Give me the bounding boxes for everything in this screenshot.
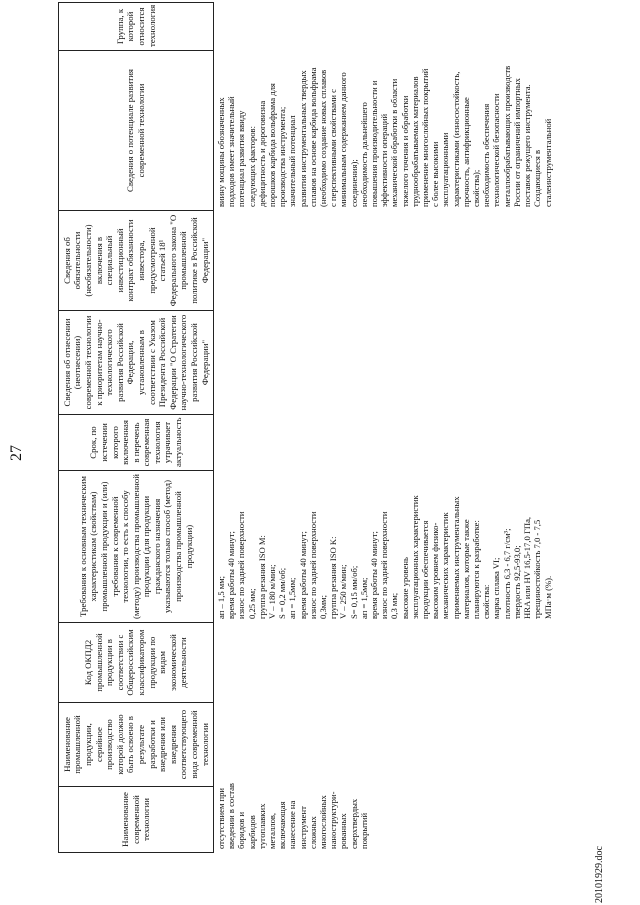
table-row	[214, 3, 587, 853]
header-okpd2-code: Код ОКПД2 промышленной продукции в соответствии с Общероссийским классификатором продукции по видам экономической деятельности	[59, 623, 214, 703]
text-line: повышения производительности и	[369, 80, 380, 207]
text-line: необходимость обеспечения	[481, 103, 492, 207]
text-line: России от ограничений импортных	[511, 78, 522, 207]
text-line: тяжелого точения и обработки	[399, 95, 410, 207]
text-line: время работы 40 минут;	[297, 531, 308, 619]
cell-product-name	[214, 703, 587, 787]
text-line: применяемых инструментальных	[450, 496, 461, 619]
text-line: плотность 6,3 - 6,7 г/см³;	[501, 528, 512, 619]
text-line: HRA или HV 16,5-17,0 ГПа,	[522, 516, 533, 619]
text-line: соединения);	[348, 159, 359, 207]
text-line: с более высокими	[430, 141, 441, 207]
text-line: значительный потенциал	[287, 115, 298, 207]
text-line: МПа·м (%).	[542, 575, 553, 619]
text-line: износ по задней поверхности	[236, 511, 247, 619]
text-line: сверхтвердых	[348, 798, 359, 849]
cell-relevance-term	[214, 415, 587, 471]
text-line: свойства:	[481, 584, 492, 619]
text-line: марка сплава VI;	[491, 557, 502, 619]
cell-priorities	[214, 311, 587, 415]
text-line: наноструктури-	[328, 791, 339, 849]
text-line: трещиностойкость 7,0 - 7,5	[532, 519, 543, 619]
text-line: V – 250 м/мин;	[338, 564, 349, 619]
text-line: высокие уровень	[399, 557, 410, 619]
text-line: с перспективными свойствами с	[328, 89, 339, 207]
text-line: механических характеристик	[440, 512, 451, 619]
text-line: износ по задней поверхности	[307, 511, 318, 619]
text-line: следующих факторов:	[246, 126, 257, 207]
text-line: тугоплавких	[256, 803, 267, 849]
text-line: механической обработки в области	[389, 78, 400, 207]
text-line: эксплуатационных характеристик	[409, 495, 420, 619]
header-development-potential: Сведения о потенциале развития современной технологии	[59, 51, 214, 211]
cell-technology-group	[214, 3, 587, 51]
text-line: виину мощины обозначенных	[216, 97, 226, 207]
text-line: планируются к разработке:	[471, 520, 482, 619]
text-line: время работы 40 минут;	[226, 531, 237, 619]
text-line: подходов имеет значительный	[226, 96, 237, 207]
text-line: характеристиками (износостойкость,	[450, 71, 461, 207]
text-line: минимальным содержанием данного	[338, 72, 349, 207]
text-line: продукции обеспечивается	[420, 520, 431, 619]
text-line: введении в состав	[226, 783, 237, 849]
text-line: 0,3мм;	[318, 594, 329, 619]
text-line: 0,25 мм;	[246, 588, 257, 619]
text-line: эксплуатационными	[440, 132, 451, 207]
cell-technology-name	[214, 783, 587, 853]
text-line: ап – 1,5 мм;	[216, 575, 226, 619]
text-line: развития инструментальных твердых	[297, 70, 308, 207]
text-line: свойства);	[471, 169, 482, 207]
cell-requirements	[214, 471, 587, 623]
text-line: сложных	[307, 816, 318, 849]
text-line: рованных	[338, 813, 349, 849]
text-line: ап = 1,5мм;	[358, 577, 369, 619]
cell-development-potential	[214, 51, 587, 211]
text-line: дефицитность и дороговизна	[256, 100, 267, 207]
text-line: порошков карбида вольфрама для	[267, 83, 278, 207]
text-line: прочность, антифрикционные	[460, 97, 471, 207]
text-line: отсутствием при	[216, 787, 226, 849]
text-line: труднообрабатываемых материалов	[409, 76, 420, 207]
text-line: карбидов	[246, 815, 257, 849]
header-requirements: Требования к основным техническим характеристикам (свойствам) промышленной продукции и (или) требования к современной технологии, то есть к способу (методу) производства промышленной продукции (для продукции гражданского назначения указываются только способ (метод) производства промышленной продукции)	[59, 471, 214, 623]
text-line: износ по задней поверхности	[379, 511, 390, 619]
text-line: инструмент	[297, 806, 308, 849]
text-line: металлов,	[267, 812, 278, 849]
text-line: сплавов на основе карбида вольфрама	[307, 67, 318, 207]
cell-investment-contract	[214, 211, 587, 311]
text-line: нанесение на	[287, 800, 298, 849]
header-priorities: Сведения об отнесении (неотнесении) современной технологии к приоритетам научно-технологического развития Российской Федерации, установленным в соответствии с Указом Президента Российской Федерации "О Стратегии научно-технологического развития Российской Федерации"	[59, 311, 214, 415]
cell-okpd2-code	[214, 623, 587, 703]
header-technology-group: Группа, к которой относится технология	[59, 3, 214, 51]
text-line: S= 0,15 мм/об;	[348, 565, 359, 619]
text-line: боридов и	[236, 811, 247, 849]
page-number: 27	[8, 445, 25, 461]
header-product-name: Наименование промышленной продукции, серийное производство которой должно быть освоено в результате разработки и внедрения или внедрения соответствующего вида современной технологии	[59, 703, 214, 787]
text-line: многослойных	[318, 795, 329, 849]
text-line: S = 0,2 мм/об;	[277, 567, 288, 619]
text-line: потенциал развития ввиду	[236, 110, 247, 207]
text-line: твердость 92,5-93,0;	[511, 545, 522, 619]
text-line: высоким уровнем физико-	[430, 522, 441, 619]
text-line: покрытий	[358, 812, 369, 849]
header-technology-name: Наименование современной технологии	[59, 787, 214, 853]
table-header-row	[59, 3, 214, 853]
text-line: производства инструмента;	[277, 106, 288, 207]
text-line: группа резания ISO K:	[328, 536, 339, 619]
document-code: 20101929.doc	[594, 846, 605, 903]
text-line: (необходимо создание новых сплавов	[318, 69, 329, 207]
header-relevance-term: Срок, по истечении которого включенная в перечень современная технология утрачивает актуальность	[59, 415, 214, 471]
text-line: необходимость дальнейшего	[358, 102, 369, 207]
text-line: материалов, которые также	[460, 519, 471, 619]
text-line: поставок режущего инструмента.	[522, 84, 533, 207]
header-investment-contract: Сведения об обязательности (необязательности) включения в специальный инвестиционный контракт обязанности инвестора, предусмотренной статьей 18¹ Федерального закона "О промышленной политике в Российской Федерации"	[59, 211, 214, 311]
text-line: группа резания ISO M:	[256, 535, 267, 619]
text-line: время работы 40 минут;	[369, 531, 380, 619]
text-line: 0,3 мм;	[389, 592, 400, 619]
text-line: сталеинструментальной	[542, 118, 553, 207]
text-line: технологической безопасности	[491, 93, 502, 207]
text-line: включающая	[277, 801, 288, 849]
text-line: V – 180 м/мин;	[267, 564, 278, 619]
technology-table	[58, 2, 587, 853]
text-line: Создающиеся в	[532, 149, 543, 207]
text-line: ап = 1,5мм;	[287, 577, 298, 619]
text-line: применение многослойных покрытий	[420, 68, 431, 207]
text-line: металлообрабатывающих производств	[501, 65, 512, 207]
text-line: эффективности операций	[379, 113, 390, 207]
